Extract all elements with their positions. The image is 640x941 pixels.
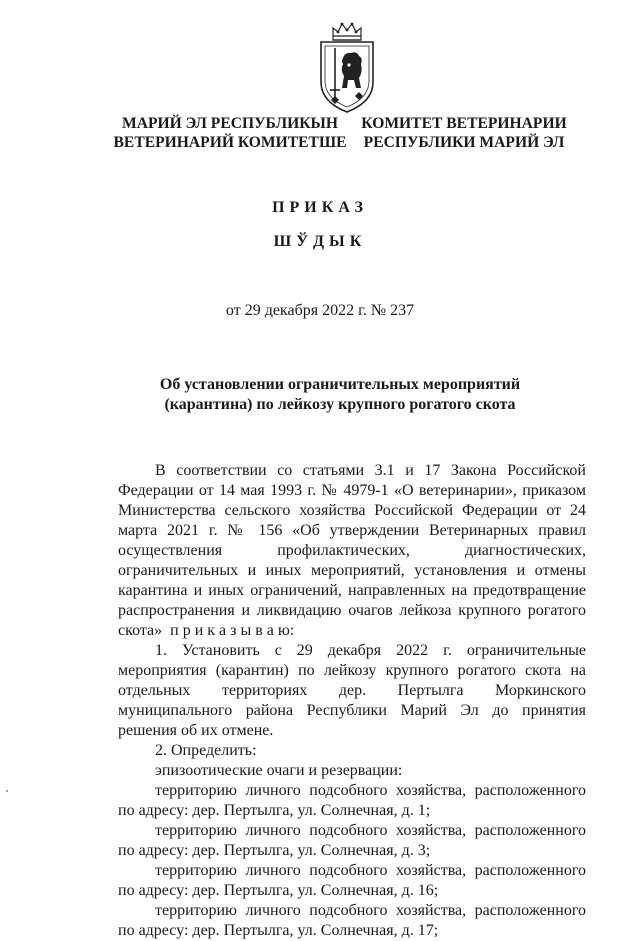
margin-mark — [6, 790, 8, 792]
preamble-text: В соответствии со статьями 3.1 и 17 Закона Российской Федерации от 14 мая 1993 г. № 4979-1 «О ветеринарии», приказом Министерства сельского хозяйства Российской Федерации от 24 марта 2021 г. № 156 «Об утверждении Ветеринарных правил осуществления профилактических, диагностических, ограничительных и иных мероприятий, установления и отмены карантина и иных ограничений, направленных на предотвращение распространения и ликвидацию очагов лейкоза крупного рогатого скота» — [118, 462, 586, 639]
header-left — [104, 114, 356, 152]
coat-of-arms-icon — [317, 18, 377, 116]
header-left-line: ВЕТЕРИНАРИЙ КОМИТЕТШЕ — [113, 134, 347, 151]
territory-item: территорию личного подсобного хозяйства, расположенного по адресу: дер. Пертылга, ул. Солнечная, д. 16; — [118, 862, 586, 899]
document-date: от 29 декабря 2022 г. № 237 — [225, 302, 415, 319]
item-1: 1. Установить с 29 декабря 2022 г. ограничительные мероприятия (карантин) по лейкозу крупного рогатого скота на отдельных территориях дер. Пертылга Моркинского муниципального района Республики Марий Эл до принятия решения об их отмене. — [118, 642, 586, 739]
header-left-line: МАРИЙ ЭЛ РЕСПУБЛИКЫН — [122, 115, 338, 132]
territory-item: территорию личного подсобного хозяйства, расположенного по адресу: дер. Пертылга, ул. Солнечная, д. 3; — [118, 822, 586, 859]
subheading: эпизоотические очаги и резервации: — [155, 762, 403, 779]
header-right-line: РЕСПУБЛИКИ МАРИЙ ЭЛ — [363, 134, 565, 151]
territory-item: территорию личного подсобного хозяйства, расположенного по адресу: дер. Пертылга, ул. Солнечная, д. 1; — [118, 782, 586, 819]
document-title: ПРИКАЗ — [272, 199, 368, 216]
document-subject — [120, 375, 560, 415]
header-right — [358, 114, 570, 152]
header-right-line: КОМИТЕТ ВЕТЕРИНАРИИ — [361, 115, 567, 132]
item-2: 2. Определить: — [155, 742, 257, 759]
subject-line: Об установлении ограничительных мероприятий — [159, 376, 521, 393]
document-body — [118, 461, 586, 941]
document-title-mari: ШЎДЫК — [273, 233, 367, 250]
preamble-paragraph — [118, 461, 586, 641]
subject-line: (карантина) по лейкозу крупного рогатого скота — [164, 396, 516, 413]
order-word: п р и к а з ы в а ю: — [170, 622, 295, 639]
territory-item: территорию личного подсобного хозяйства, расположенного по адресу: дер. Пертылга, ул. Солнечная, д. 17; — [118, 902, 586, 939]
